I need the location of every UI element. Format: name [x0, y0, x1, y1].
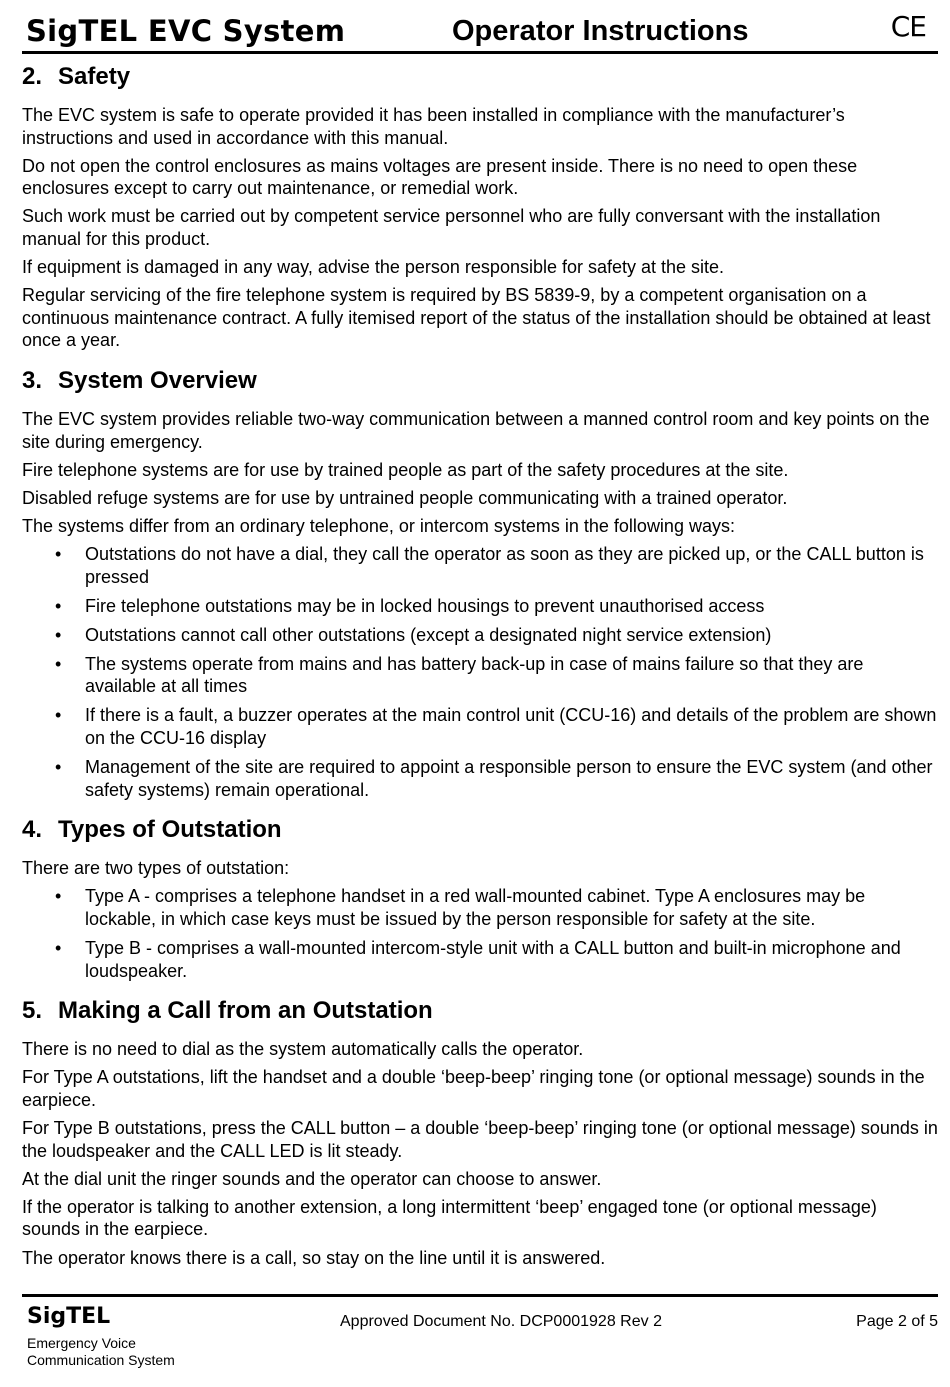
paragraph: The EVC system is safe to operate provided it has been installed in compliance with the manufacturer’s instructions and used in accordance with this manual. [22, 105, 845, 148]
section-title: Making a Call from an Outstation [58, 997, 433, 1025]
paragraph: Disabled refuge systems are for use by untrained people communicating with a trained operator. [22, 487, 788, 508]
footer-subtitle-line1: Emergency Voice [27, 1335, 136, 1351]
section-title: Types of Outstation [58, 816, 282, 844]
list-item-text: The systems operate from mains and has battery back-up in case of mains failure so that they are available at all times [85, 653, 864, 697]
bullet-icon: • [55, 543, 62, 564]
section-number: 3. [22, 366, 43, 394]
bullet-list [22, 885, 938, 982]
bullet-icon: • [55, 757, 62, 778]
section-number: 4. [22, 816, 43, 844]
section-title: Safety [58, 63, 131, 90]
paragraph: Fire telephone systems are for use by trained people as part of the safety procedures at the site. [22, 459, 789, 480]
bullet-icon: • [55, 705, 62, 726]
paragraph: Regular servicing of the fire telephone system is required by BS 5839-9, by a competent organisation on a continuous maintenance contract. A fully itemised report of the status of the installation should be obtained at least once a year. [22, 285, 931, 351]
list-item [22, 756, 938, 801]
paragraph: The operator knows there is a call, so stay on the line until it is answered. [22, 1247, 606, 1268]
section-heading [22, 996, 938, 1026]
bullet-icon: • [55, 595, 62, 616]
section-heading [22, 62, 938, 92]
list-item [22, 653, 938, 698]
paragraph: Such work must be carried out by competent service personnel who are fully conversant with the installation manual for this product. [22, 206, 881, 249]
list-item [22, 624, 938, 647]
paragraph: At the dial unit the ringer sounds and the operator can choose to answer. [22, 1168, 602, 1189]
paragraph: The EVC system provides reliable two-way communication between a manned control room and key points on the site during emergency. [22, 408, 930, 452]
bullet-icon: • [55, 886, 62, 907]
bullet-icon: • [55, 653, 62, 674]
bullet-icon: • [55, 938, 62, 959]
header-title: Operator Instructions [452, 15, 749, 47]
page-header [22, 10, 938, 52]
ce-mark-icon: CE [890, 10, 926, 43]
document-body [22, 62, 938, 1283]
section [22, 996, 938, 1269]
header-brand: SigTEL EVC System [26, 14, 346, 48]
list-item [22, 543, 938, 588]
list-item-text: Fire telephone outstations may be in locked housings to prevent unauthorised access [85, 595, 765, 616]
list-item-text: Management of the site are required to appoint a responsible person to ensure the EVC system (and other safety systems) remain operational. [85, 757, 933, 800]
footer-approved-document: Approved Document No. DCP0001928 Rev 2 [340, 1313, 662, 1330]
section-heading [22, 366, 938, 396]
list-item [22, 937, 938, 982]
section-heading [22, 815, 938, 845]
header-divider [22, 51, 938, 54]
bullet-icon: • [55, 624, 62, 645]
footer-subtitle-line2: Communication System [27, 1352, 175, 1368]
section [22, 62, 938, 352]
section-number: 2. [22, 63, 43, 90]
list-item [22, 704, 938, 749]
bullet-list [22, 543, 938, 801]
paragraph: For Type A outstations, lift the handset and a double ‘beep-beep’ ringing tone (or optional message) sounds in the earpiece. [22, 1067, 925, 1110]
list-item-text: If there is a fault, a buzzer operates at the main control unit (CCU-16) and details of the problem are shown on the CCU-16 display [85, 705, 937, 749]
section-number: 5. [22, 997, 43, 1025]
footer-divider [22, 1294, 938, 1297]
section [22, 815, 938, 982]
paragraph: There is no need to dial as the system automatically calls the operator. [22, 1039, 584, 1060]
list-item-text: Outstations do not have a dial, they call the operator as soon as they are picked up, or the CALL button is pressed [85, 543, 924, 587]
section-title: System Overview [58, 366, 257, 394]
section [22, 366, 938, 801]
footer-page-number: Page 2 of 5 [856, 1313, 938, 1330]
list-item-text: Type B - comprises a wall-mounted intercom-style unit with a CALL button and built-in microphone and loudspeaker. [85, 938, 901, 981]
paragraph: Do not open the control enclosures as mains voltages are present inside. There is no need to open these enclosures except to carry out maintenance, or remedial work. [22, 155, 858, 199]
list-item [22, 885, 938, 930]
paragraph: For Type B outstations, press the CALL button – a double ‘beep-beep’ ringing tone (or optional message) sounds in the loudspeaker and the CALL LED is lit steady. [22, 1118, 938, 1161]
list-item-text: Outstations cannot call other outstations (except a designated night service extension) [85, 624, 772, 645]
footer-brand: SigTEL [27, 1304, 111, 1329]
list-item-text: Type A - comprises a telephone handset in a red wall-mounted cabinet. Type A enclosures may be lockable, in which case keys must be issued by the person responsible for safety at the site. [85, 886, 866, 930]
paragraph: The systems differ from an ordinary telephone, or intercom systems in the following ways: [22, 515, 735, 536]
list-item [22, 595, 938, 618]
paragraph: If the operator is talking to another extension, a long intermittent ‘beep’ engaged tone (or optional message) sounds in the earpiece. [22, 1196, 877, 1240]
paragraph: If equipment is damaged in any way, advise the person responsible for safety at the site. [22, 257, 725, 278]
paragraph: There are two types of outstation: [22, 858, 290, 879]
